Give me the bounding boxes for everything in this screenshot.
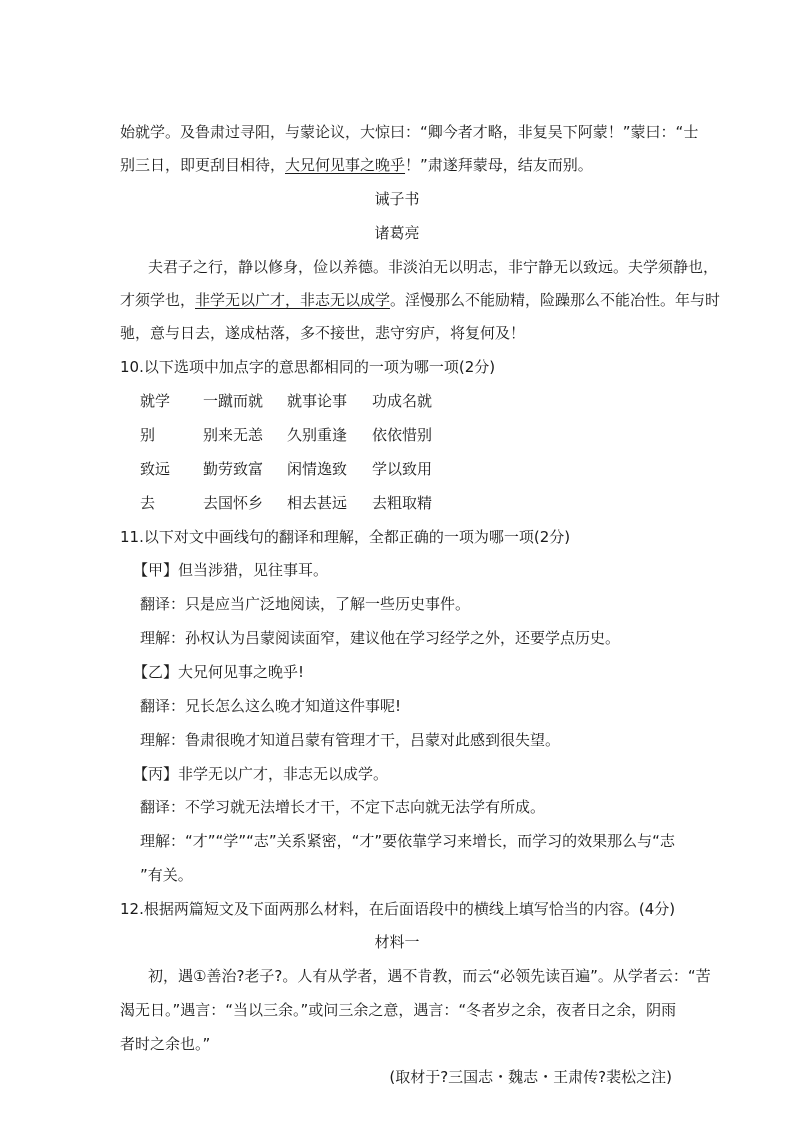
material-line-2: 渴无日。”遇言：“当以三余。”或问三余之意，遇言：“冬者岁之余，夜者日之余，阴雨 [120,1001,677,1019]
passage2-line-2 [120,290,721,310]
option-word: 勤劳致富 [203,460,264,478]
material-source: (取材于?三国志・魏志・王肃传?裴松之注) [389,1068,672,1086]
question-10-stem: 10.以下选项中加点字的意思都相同的一项为哪一项(2分) [120,358,496,376]
passage1-line-2 [120,155,680,175]
material-title: 材料一 [374,933,420,951]
text: ！”肃遂拜蒙母，结友而别。 [405,156,593,174]
q11-understanding-yi: 理解：鲁肃很晚才知道吕蒙有管理才干，吕蒙对此感到很失望。 [140,731,561,749]
underlined-sentence-bing: 非学无以广才，非志无以成学 [195,291,391,309]
q11-item-jia: 【甲】但当涉猎，见往事耳。 [133,561,329,579]
option-word: 一蹴而就 [203,392,264,410]
q11-item-yi: 【乙】大兄何见事之晚乎! [133,663,305,681]
text: 别三日，即更刮目相待， [120,156,286,174]
q11-understanding-jia: 理解：孙权认为吕蒙阅读面窄，建议他在学习经学之外，还要学点历史。 [140,629,621,647]
passage-title: 诫子书 [374,190,420,208]
question-12-stem: 12.根据两篇短文及下面两那么材料，在后面语段中的横线上填写恰当的内容。(4分) [120,900,676,918]
option-word: 就学 [140,392,171,410]
passage-author: 诸葛亮 [374,224,420,242]
material-line-3: 者时之余也。” [120,1035,211,1053]
option-word: 致远 [140,460,171,478]
passage2-line-1: 夫君子之行，静以修身，俭以养德。非淡泊无以明志，非宁静无以致远。夫学须静也， [148,258,719,276]
option-word: 学以致用 [372,460,433,478]
q11-understanding-bing-1: 理解：“才”“学”“志”关系紧密，“才”要依靠学习来增长，而学习的效果那么与“志 [140,832,675,850]
option-word: 相去甚远 [287,494,348,512]
option-word: 去 [140,494,156,512]
option-word: 就事论事 [287,392,348,410]
question-11-stem: 11.以下对文中画线句的翻译和理解，全都正确的一项为哪一项(2分) [120,528,571,546]
text: 。淫慢那么不能励精，险躁那么不能冶性。年与时 [390,291,721,309]
option-word: 别来无恙 [203,426,264,444]
option-word: 功成名就 [372,392,433,410]
passage1-line-1: 始就学。及鲁肃过寻阳，与蒙论议，大惊曰：“卿今者才略，非复吴下阿蒙！”蒙曰：“士 [120,123,699,141]
q11-translation-jia: 翻译：只是应当广泛地阅读，了解一些历史事件。 [140,595,471,613]
option-word: 去粗取精 [372,494,433,512]
material-line-1: 初，遇①善治?老子?。人有从学者，遇不肯教，而云“必领先读百遍”。从学者云：“苦 [148,967,711,985]
option-word: 依依惜别 [372,426,433,444]
passage2-line-3: 驰，意与日去，遂成枯落，多不接世，悲守穷庐，将复何及！ [120,324,526,342]
q11-translation-yi: 翻译：兄长怎么这么晚才知道这件事呢! [140,697,402,715]
option-word: 闲情逸致 [287,460,348,478]
q11-translation-bing: 翻译：不学习就无法增长才干，不定下志向就无法学有所成。 [140,798,546,816]
underlined-sentence-yi: 大兄何见事之晚乎 [285,156,406,174]
option-word: 去国怀乡 [203,494,264,512]
q11-item-bing: 【丙】非学无以广才，非志无以成学。 [133,765,389,783]
option-word: 别 [140,426,156,444]
option-word: 久别重逢 [287,426,348,444]
text: 才须学也， [120,291,196,309]
q11-understanding-bing-2: ”有关。 [140,866,193,884]
